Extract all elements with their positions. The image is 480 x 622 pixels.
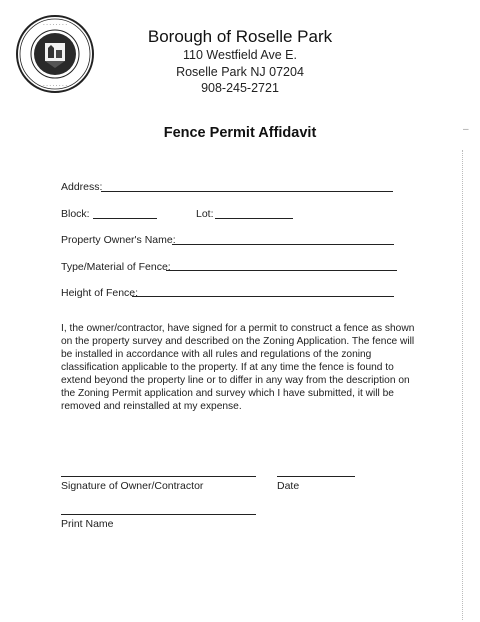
material-label: Type/Material of Fence: [61,261,171,273]
phone-number: 908-245-2721 [201,81,279,95]
print-name-field[interactable] [61,514,256,515]
date-label: Date [277,480,300,492]
owner-field[interactable] [172,244,394,245]
address-field[interactable] [101,191,393,192]
owner-label: Property Owner's Name: [61,234,176,246]
block-field[interactable] [93,218,157,219]
block-label: Block: [61,208,90,220]
lot-field[interactable] [215,218,293,219]
svg-text:· · · · · · · ·: · · · · · · · · [43,22,67,28]
document-title: Fence Permit Affidavit [163,125,317,141]
height-field[interactable] [132,296,394,297]
lot-label: Lot: [196,208,214,220]
height-label: Height of Fence: [61,287,139,299]
material-field[interactable] [166,270,397,271]
svg-text:· · · · · · · ·: · · · · · · · · [43,83,67,89]
scan-mark: – [463,124,469,135]
print-name-label: Print Name [61,518,114,530]
date-field[interactable] [277,476,355,477]
scan-edge-artifact [462,150,464,620]
borough-seal-icon [15,14,95,94]
owner-signature-field[interactable] [61,476,256,477]
address-label: Address: [61,181,103,193]
street-address: 110 Westfield Ave E. [183,48,297,62]
affidavit-statement: I, the owner/contractor, have signed for a permit to construct a fence as shown on the property survey and described on the Zoning Application. The fence will be installed in accordance with all rules and regulations of the zoning classification applicable to the property. If at any time the fence is found to extend beyond the property line or to differ in any way from the description on the Zoning Permit application and survey which I have submitted, it will be removed and reinstalled at my expense. [61,323,415,412]
letterhead [140,27,340,97]
city-address: Roselle Park NJ 07204 [176,64,304,79]
owner-signature-label: Signature of Owner/Contractor [61,480,204,492]
borough-name: Borough of Roselle Park [147,27,333,46]
